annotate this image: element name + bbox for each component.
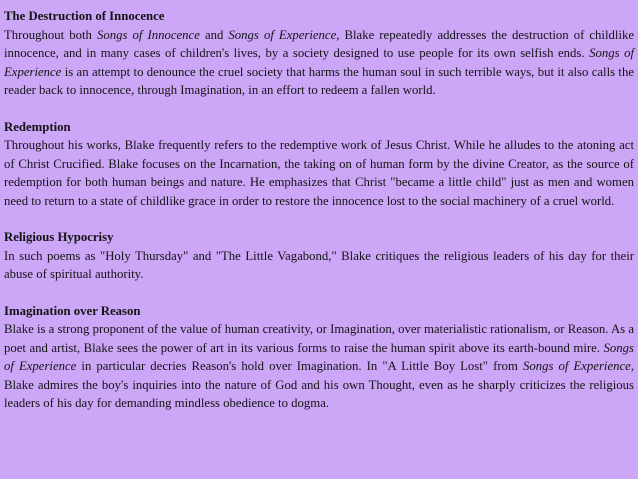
book-title: Songs of Experience — [4, 340, 634, 373]
book-title: Songs of Experience — [4, 46, 634, 79]
book-title: Songs of Innocence — [97, 27, 200, 42]
section-heading: The Destruction of Innocence — [4, 9, 165, 23]
section-heading: Redemption — [4, 119, 71, 134]
text-run: Throughout both — [4, 27, 97, 42]
text-run: in particular decries Reason's hold over Imagination. In "A Little Boy Lost" from — [76, 359, 523, 373]
text-run: , Blake admires the boy's inquiries into the nature of God and his own Thought, even as he sharply criticizes the religious leaders of his day for demanding mindless obedience to dogma. — [4, 359, 634, 410]
section-redemption — [4, 118, 634, 211]
text-run: is an attempt to denounce the cruel society that harms the human soul in such terrible ways, but it also calls the reader back to innocence, through Imagination, in an effort to redeem a fallen world. — [4, 64, 634, 97]
book-title: Songs of Experience — [228, 27, 337, 42]
section-religious-hypocrisy — [4, 228, 634, 284]
book-title: Songs of Experience — [522, 359, 631, 373]
slide-content — [4, 7, 634, 431]
text-run: Blake is a strong proponent of the value of human creativity, or Imagination, over materialistic rationalism, or Reason. As a poet and artist, Blake sees the power of art in its various forms to raise the human spirit above its earth-bound mire. — [4, 322, 634, 355]
section-imagination-over-reason — [4, 302, 634, 413]
text-run: , Blake repeatedly addresses the destruction of childlike innocence, and in many cases of children's lives, by a society designed to use people for its own selfish ends. — [4, 27, 635, 60]
section-body — [4, 26, 634, 100]
section-body — [4, 320, 634, 413]
text-run: Throughout his works, Blake frequently refers to the redemptive work of Jesus Christ. While he alludes to the atoning act of Christ Crucified. Blake focuses on the Incarnation, the taking on of human form by the divine Creator, as the source of redemption for both human beings and nature. He emphasizes that Christ "became a little child" just as men and women need to return to a state of childlike grace in order to restore the innocence lost to the social machinery of a cruel world. — [4, 138, 634, 208]
text-run: and — [199, 27, 229, 42]
text-run: In such poems as "Holy Thursday" and "The Little Vagabond," Blake critiques the religious leaders of his day for their abuse of spiritual authority. — [4, 248, 634, 281]
section-heading: Religious Hypocrisy — [4, 230, 114, 244]
section-body — [4, 247, 634, 284]
section-heading: Imagination over Reason — [4, 303, 141, 318]
section-body — [4, 136, 634, 210]
section-destruction-of-innocence — [4, 7, 634, 100]
